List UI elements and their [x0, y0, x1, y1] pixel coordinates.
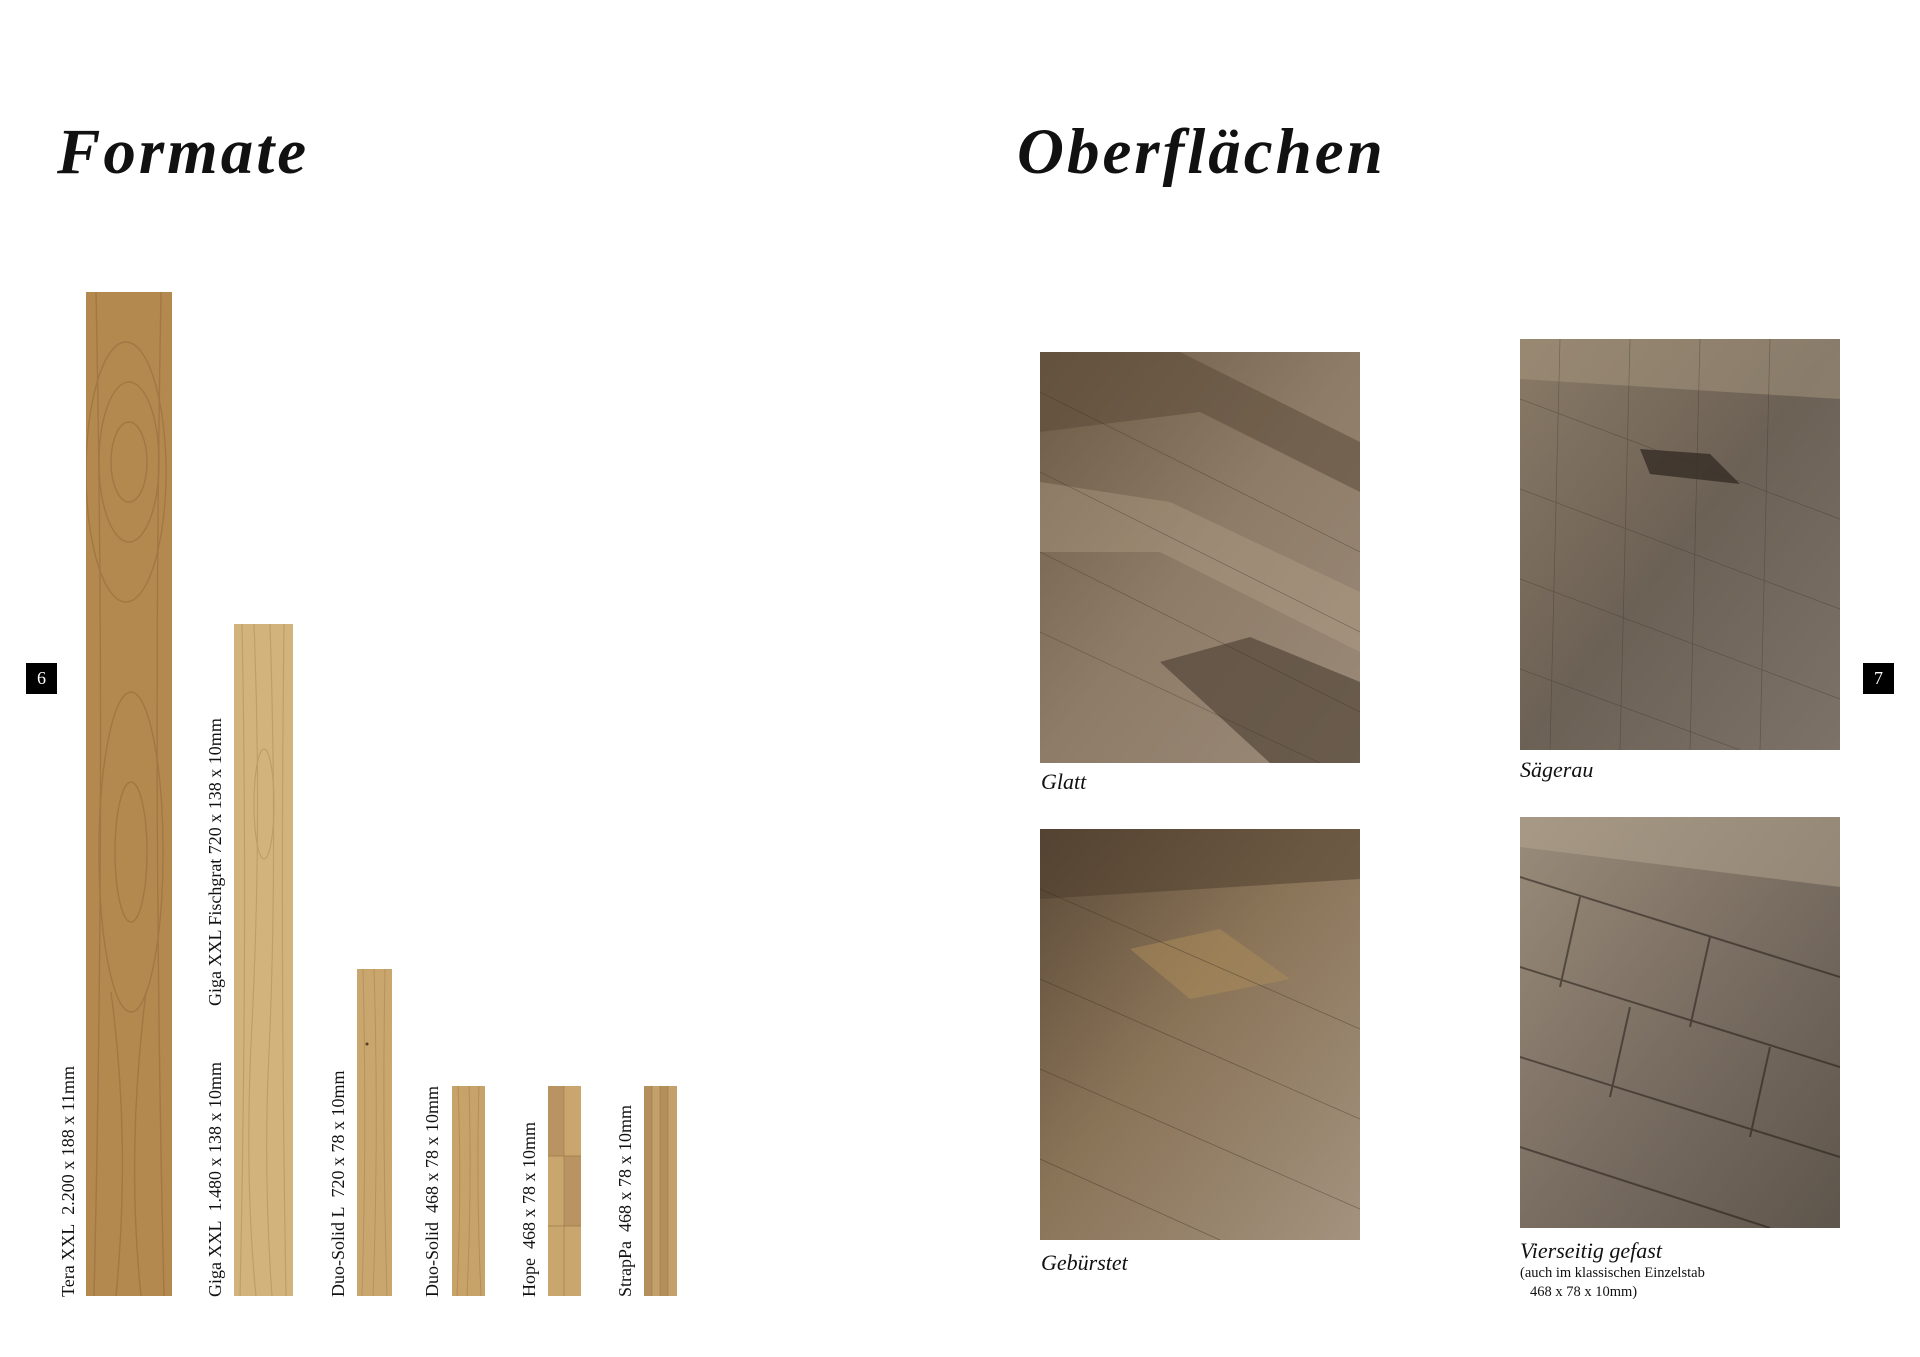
plank-tera-xxl — [86, 292, 172, 1296]
page-number-left: 6 — [26, 663, 57, 694]
plank-label-duo-solid-l: Duo-Solid L 720 x 78 x 10mm — [328, 1070, 348, 1297]
plank-label-giga-xxl-fischgrat: Giga XXL Fischgrat 720 x 138 x 10mm — [205, 718, 225, 1006]
plank-duo-solid-l — [357, 969, 392, 1296]
plank-label-tera-xxl: Tera XXL 2.200 x 188 x 11mm — [58, 1065, 78, 1297]
plank-duo-solid — [452, 1086, 485, 1296]
plank-hope — [548, 1086, 581, 1296]
surface-label-glatt: Glatt — [1041, 769, 1087, 794]
page-title-oberflaechen: Oberflächen — [1017, 116, 1386, 188]
plank-label-strappa: StrapPa 468 x 78 x 10mm — [615, 1104, 635, 1297]
surface-image-glatt — [1040, 352, 1360, 763]
page-number-right: 7 — [1863, 663, 1894, 694]
surface-note-line-1: (auch im klassischen Einzelstab — [1520, 1265, 1705, 1281]
surface-note-line-2: 468 x 78 x 10mm) — [1530, 1284, 1638, 1300]
plank-label-duo-solid: Duo-Solid 468 x 78 x 10mm — [422, 1085, 442, 1297]
surface-label-vierseitig-gefast: Vierseitig gefast — [1520, 1238, 1662, 1263]
surface-image-saegerau — [1520, 339, 1840, 750]
surface-image-vierseitig-gefast — [1520, 817, 1840, 1228]
surface-note-vierseitig-gefast — [1520, 1264, 1705, 1302]
plank-strappa — [644, 1086, 677, 1296]
surface-image-gebuerstet — [1040, 829, 1360, 1240]
plank-label-hope: Hope 468 x 78 x 10mm — [519, 1121, 539, 1297]
plank-label-giga-xxl: Giga XXL 1.480 x 138 x 10mm — [205, 1062, 225, 1297]
plank-giga-xxl — [234, 624, 293, 1296]
page-title-formate: Formate — [57, 116, 310, 188]
surface-label-gebuerstet: Gebürstet — [1041, 1250, 1128, 1275]
surface-label-saegerau: Sägerau — [1520, 757, 1594, 782]
